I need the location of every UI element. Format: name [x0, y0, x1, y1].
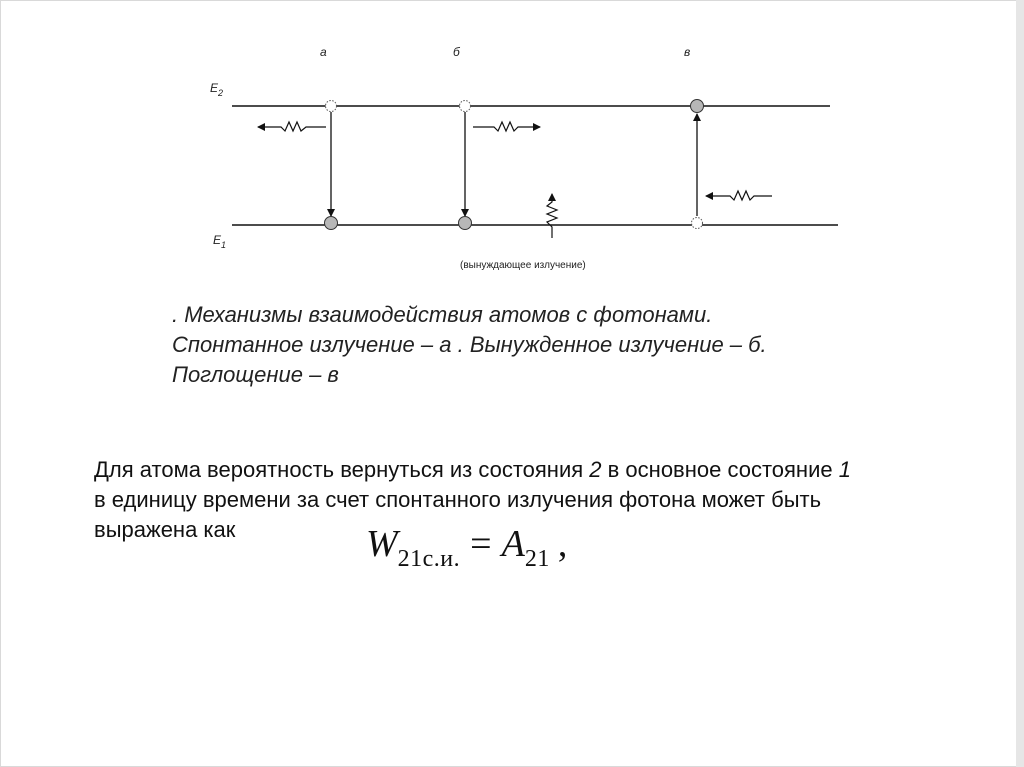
- absorbed-photon-wave: [706, 191, 772, 200]
- caption-line: Поглощение – в: [172, 362, 339, 387]
- formula-symbol: A: [501, 523, 525, 565]
- state-number: 1: [838, 457, 851, 482]
- stimulating-photon-wave: [547, 194, 557, 238]
- caption-line: . Механизмы взаимодействия атомов с фотонами.: [172, 302, 713, 327]
- empty-atom-circle: [460, 101, 471, 112]
- paragraph-line: выражена как: [94, 517, 236, 542]
- photon-wave-right: [473, 122, 540, 131]
- formula-symbol: W: [366, 523, 398, 565]
- col-label-b: б: [453, 45, 460, 59]
- caption-line: Спонтанное излучение – а . Вынужденное излучение – б.: [172, 332, 767, 357]
- col-label-a: а: [320, 45, 327, 59]
- figure-caption: [172, 300, 892, 390]
- formula-equals: =: [470, 523, 492, 565]
- photon-wave-left: [258, 122, 326, 131]
- atom-circle: [691, 100, 704, 113]
- paragraph-line: [94, 455, 994, 485]
- level-label-e1: $E_1$: [213, 233, 227, 250]
- empty-atom-circle: [692, 218, 703, 229]
- text-span: в основное состояние: [601, 457, 839, 482]
- process-v-absorption: [691, 100, 773, 229]
- process-a-spontaneous: [258, 101, 338, 230]
- empty-atom-circle: [326, 101, 337, 112]
- formula-comma: ,: [557, 523, 568, 565]
- energy-level-diagram: [0, 0, 1024, 300]
- col-label-v: в: [684, 45, 691, 59]
- probability-formula: [366, 522, 567, 573]
- atom-circle: [459, 217, 472, 230]
- formula-subscript: 21с.и.: [397, 546, 461, 572]
- state-number: 2: [589, 457, 602, 482]
- text-span: Для атома вероятность вернуться из состояния: [94, 457, 590, 482]
- paragraph-line: в единицу времени за счет спонтанного излучения фотона может быть: [94, 487, 822, 512]
- stimulated-note: (вынуждающее излучение): [460, 260, 586, 271]
- atom-circle: [325, 217, 338, 230]
- process-b-stimulated: [459, 101, 586, 272]
- level-label-e2: $E_2$: [210, 81, 224, 98]
- formula-subscript: 21: [524, 546, 550, 572]
